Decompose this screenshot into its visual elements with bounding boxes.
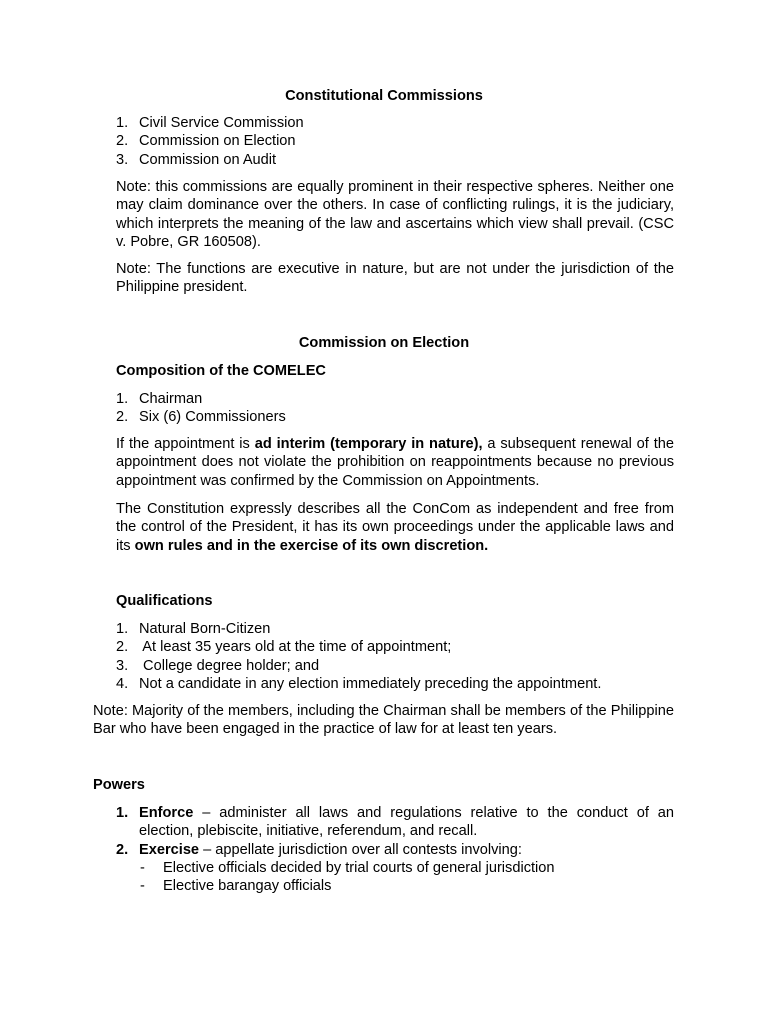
composition-heading: Composition of the COMELEC (116, 363, 326, 379)
qualifications-heading: Qualifications (116, 593, 213, 609)
list-item: - Elective officials decided by trial courts of general jurisdiction (140, 860, 555, 876)
commission-list (116, 114, 304, 169)
section-title: Commission on Election (298, 335, 470, 351)
list-item: 1. Natural Born-Citizen (116, 621, 271, 637)
exercise-sublist (140, 859, 555, 896)
list-item: - Elective barangay officials (140, 878, 332, 895)
page-title: Constitutional Commissions (285, 88, 483, 104)
powers-heading: Powers (93, 777, 145, 793)
note-paragraph: Note: The functions are executive in nature, but are not under the jurisdiction of the Philippine president. (116, 261, 674, 296)
list-item: 1. Civil Service Commission (116, 115, 304, 131)
list-item: 2. At least 35 years old at the time of appointment; (116, 639, 452, 656)
list-item: 3. College degree holder; and (116, 657, 320, 674)
composition-list (116, 390, 286, 427)
list-item: 4. Not a candidate in any election immediately preceding the appointment. (116, 675, 602, 692)
powers-list (116, 804, 674, 859)
list-item: 3. Commission on Audit (116, 151, 277, 168)
list-item: 2. Exercise – appellate jurisdiction over all contests involving: (116, 841, 522, 858)
list-item: 2. Six (6) Commissioners (116, 409, 286, 426)
independence-paragraph: The Constitution expressly describes all the ConCom as independent and free from the control of the President, it has its own proceedings under the applicable laws and its own rules and in the exercise of its own discretion. (116, 501, 674, 554)
ad-interim-paragraph: If the appointment is ad interim (temporary in nature), a subsequent renewal of the appointment does not violate the prohibition on reappointments because no previous appointment was confirmed by the Commission on Appointments. (116, 436, 674, 489)
note-paragraph: Note: this commissions are equally prominent in their respective spheres. Neither one may claim dominance over the others. In case of conflicting rulings, it is the judiciary, which interprets the meaning of the law and ascertains which view shall prevail. (CSC v. Pobre, GR 160508). (116, 179, 674, 250)
list-item: 1. Enforce – administer all laws and regulations relative to the conduct of an election, plebiscite, initiative, referendum, and recall. (116, 805, 674, 840)
list-item: 2. Commission on Election (116, 133, 296, 150)
qualifications-note: Note: Majority of the members, including the Chairman shall be members of the Philippine Bar who have been engaged in the practice of law for at least ten years. (93, 703, 674, 738)
qualifications-list (116, 620, 601, 693)
list-item: 1. Chairman (116, 391, 203, 407)
